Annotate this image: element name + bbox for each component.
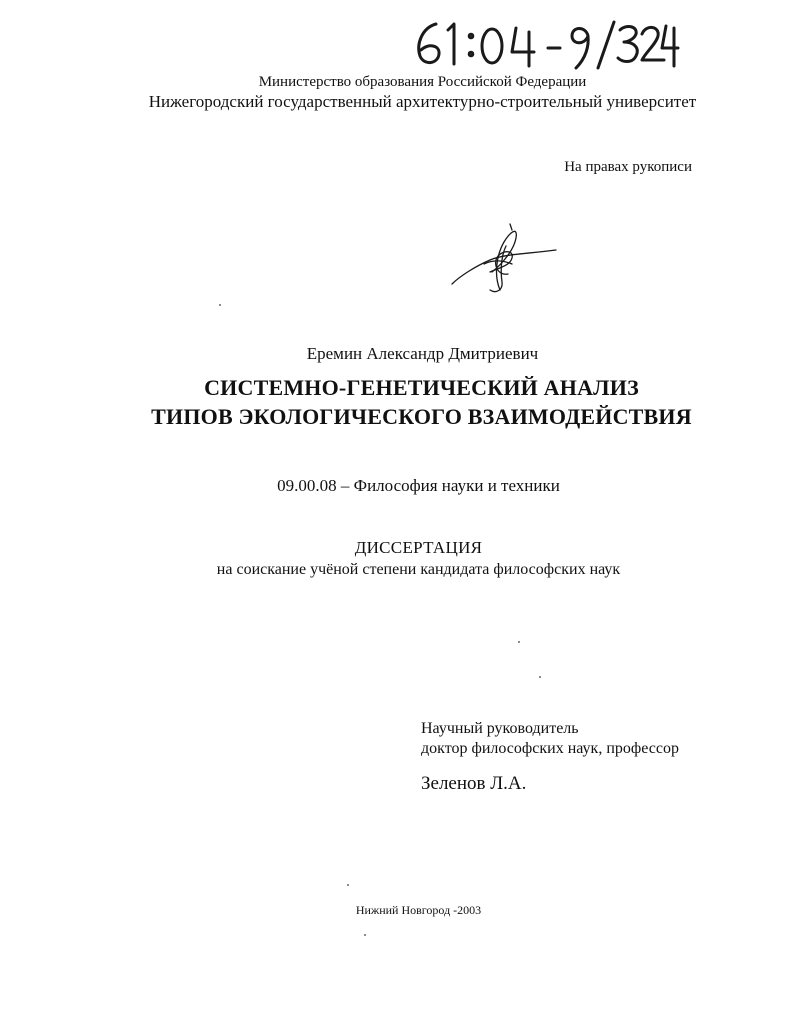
place-and-year: Нижний Новгород -2003 xyxy=(355,903,482,917)
document-type: ДИССЕРТАЦИЯ xyxy=(354,538,483,557)
dissertation-title-line-1: СИСТЕМНО-ГЕНЕТИЧЕСКИЙ АНАЛИЗ xyxy=(204,375,639,400)
author-signature xyxy=(446,220,566,300)
handwritten-archive-number xyxy=(408,14,678,72)
author-name: Еремин Александр Дмитриевич xyxy=(306,344,539,363)
scan-speck xyxy=(219,304,221,306)
supervisor-name: Зеленов Л.А. xyxy=(421,773,527,794)
scan-speck xyxy=(347,884,349,886)
supervisor-role: Научный руководитель xyxy=(421,720,579,737)
university-name: Нижегородский государственный архитектурно-строительный университет xyxy=(148,92,697,111)
ministry-name: Министерство образования Российской Федерации xyxy=(258,74,587,90)
supervisor-degree: доктор философских наук, профессор xyxy=(421,740,679,757)
archive-number-drawing xyxy=(408,14,678,72)
manuscript-rights-note: На правах рукописи xyxy=(564,159,692,175)
scan-speck xyxy=(539,676,541,678)
scan-speck xyxy=(518,641,520,643)
dissertation-title-line-2: ТИПОВ ЭКОЛОГИЧЕСКОГО ВЗАИМОДЕЙСТВИЯ xyxy=(151,404,692,429)
degree-purpose: на соискание учёной степени кандидата философских наук xyxy=(216,561,621,578)
specialty-code: 09.00.08 – Философия науки и техники xyxy=(277,476,560,495)
scan-speck xyxy=(364,934,366,936)
signature-drawing xyxy=(446,220,566,300)
